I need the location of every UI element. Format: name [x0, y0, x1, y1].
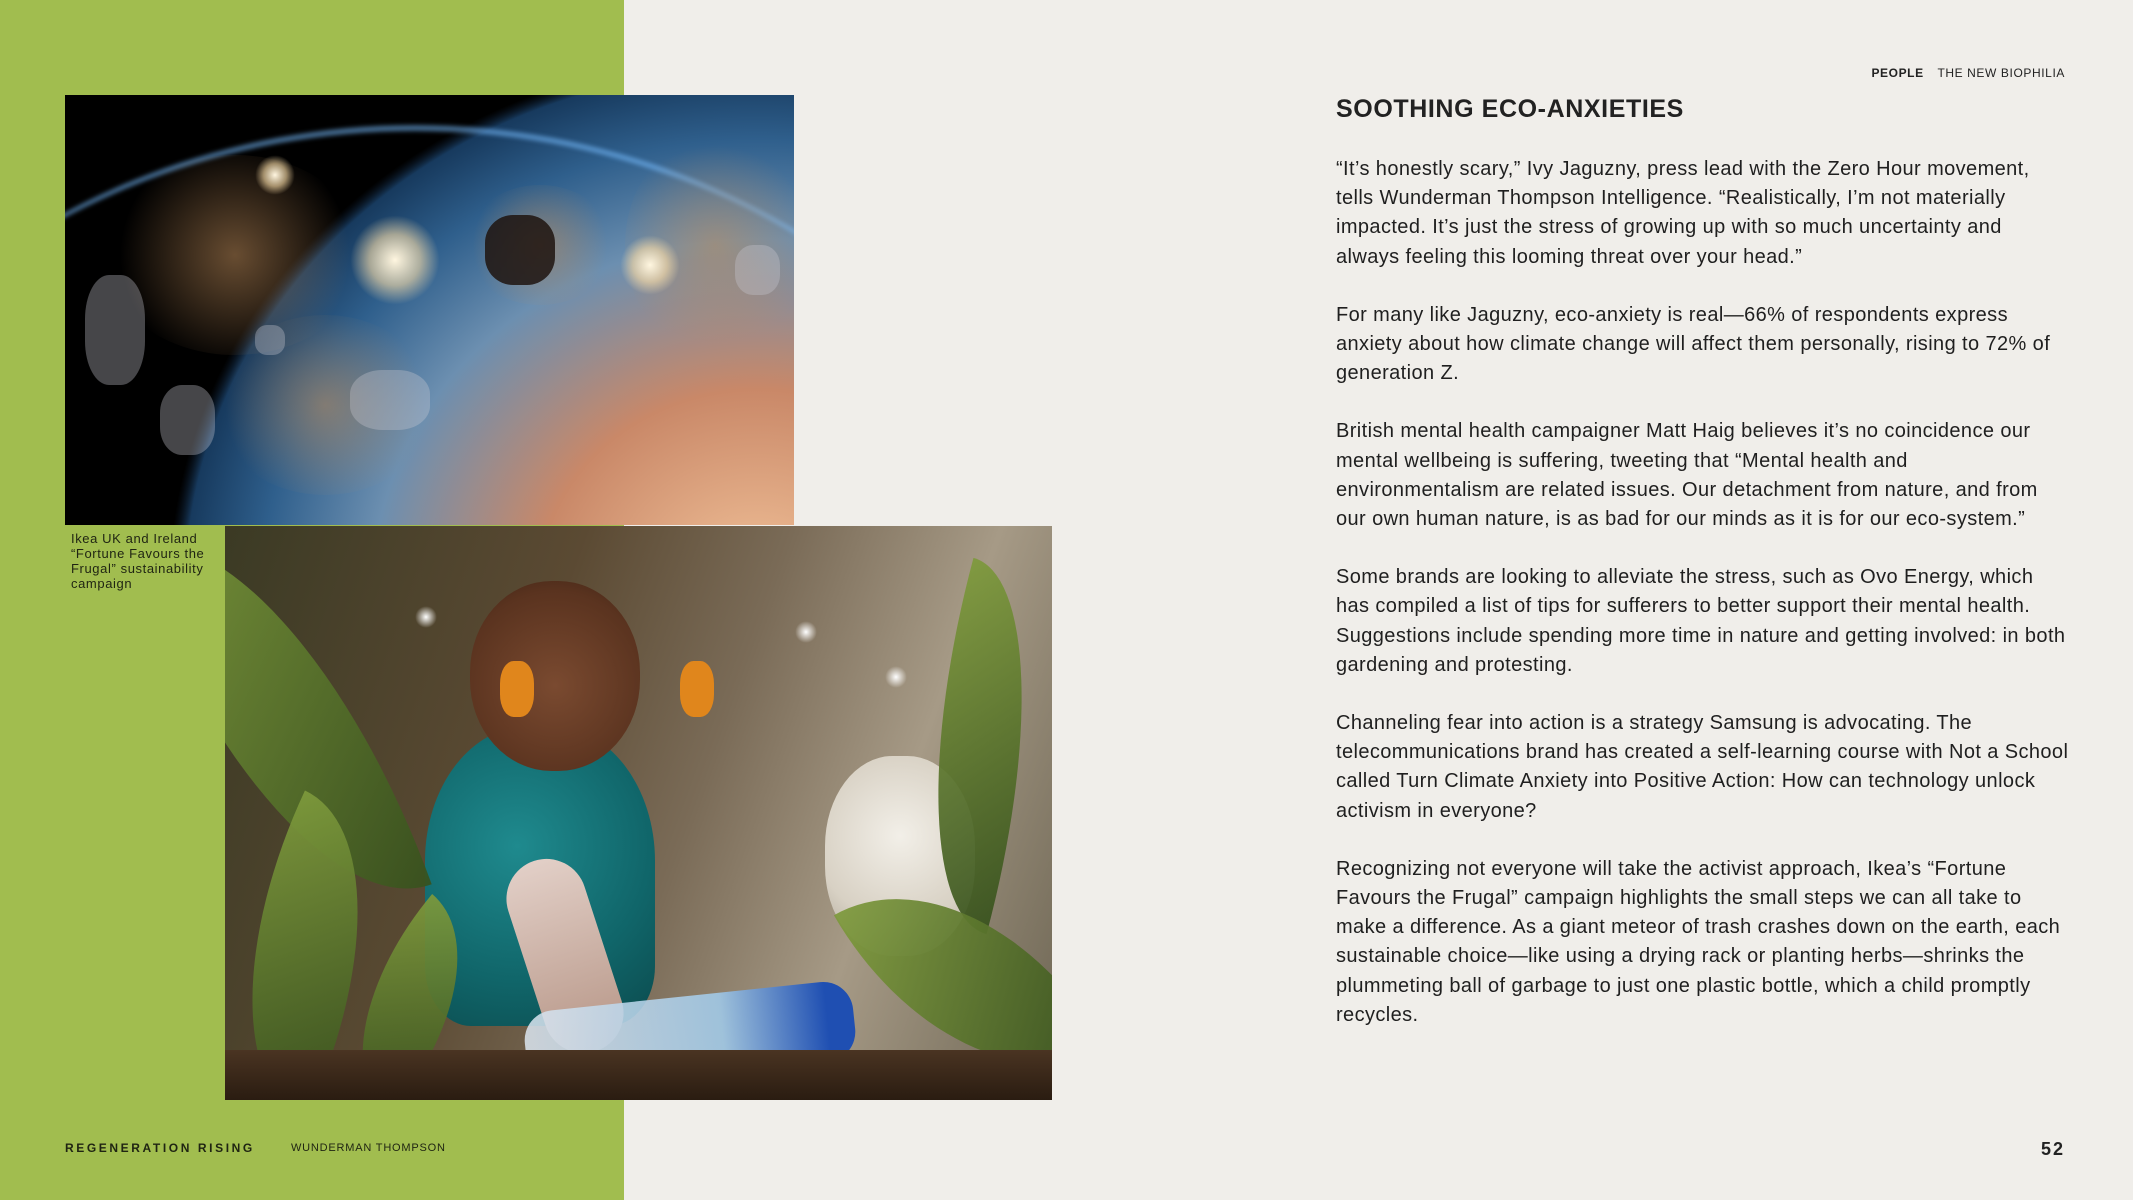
- article-paragraph: Recognizing not everyone will take the activist approach, Ikea’s “Fortune Favours the Frugal” campaign highlights the small steps we can all take to make a difference. As a giant meteor of trash crashes down on the earth, each sustainable choice—like using a drying rack or planting herbs—shrinks the plummeting ball of garbage to just one plastic bottle, which a child promptly recycles.: [1336, 857, 2061, 1026]
- footer-organization: WUNDERMAN THOMPSON: [291, 1142, 446, 1154]
- debris-fragment: [350, 370, 430, 430]
- debris-fragment: [85, 275, 145, 385]
- caption-line: campaign: [71, 576, 133, 591]
- child-recycling-image: [225, 526, 1052, 1100]
- article-body: [1336, 155, 2071, 1059]
- earth-space-debris-image: [65, 95, 794, 525]
- debris-fragment: [485, 215, 555, 285]
- article-paragraph: Channeling fear into action is a strategy Samsung is advocating. The telecommunications brand has created a self-learning course with Not a School called Turn Climate Anxiety into Positive Action: How can technology unlock activism in everyone?: [1336, 712, 2069, 822]
- headphone-right-icon: [680, 661, 714, 717]
- page-number: 52: [2040, 1139, 2065, 1159]
- girl-figure-head: [470, 581, 640, 771]
- background-lamp: [415, 606, 437, 628]
- sparkle-highlight: [255, 155, 295, 195]
- caption-line: Ikea UK and Ireland: [71, 531, 198, 546]
- background-lamp: [885, 666, 907, 688]
- footer-brand: REGENERATION RISING: [65, 1141, 255, 1155]
- header-subsection: THE NEW BIOPHILIA: [1937, 66, 2065, 80]
- running-header: [1871, 66, 2065, 80]
- debris-fragment: [735, 245, 780, 295]
- caption-line: “Fortune Favours the: [71, 546, 205, 561]
- article-paragraph: British mental health campaigner Matt Haig believes it’s no coincidence our mental wellbeing is suffering, tweeting that “Mental health and environmentalism are related issues. Our detachment from nature, and from our own human nature, is as bad for our minds as it is for our eco-system.”: [1336, 420, 2038, 531]
- article-paragraph: Some brands are looking to alleviate the stress, such as Ovo Energy, which has compiled a list of tips for sufferers to better support their mental health. Suggestions include spending more time in nature and getting involved: in both gardening and protesting.: [1336, 566, 2066, 676]
- background-lamp: [795, 621, 817, 643]
- caption-line: Frugal” sustainability: [71, 561, 204, 576]
- headphone-left-icon: [500, 661, 534, 717]
- debris-fragment: [160, 385, 215, 455]
- wooden-shelf: [225, 1050, 1052, 1100]
- article-title: SOOTHING ECO-ANXIETIES: [1336, 95, 1684, 123]
- sparkle-highlight: [350, 215, 440, 305]
- article-paragraph: For many like Jaguzny, eco-anxiety is real—66% of respondents express anxiety about how climate change will affect them personally, rising to 72% of generation Z.: [1336, 303, 2051, 385]
- sparkle-highlight: [620, 235, 680, 295]
- article-paragraph: “It’s honestly scary,” Ivy Jaguzny, press lead with the Zero Hour movement, tells Wunderman Thompson Intelligence. “Realistically, I’m not materially impacted. It’s just the stress of growing up with so much uncertainty and always feeling this looming threat over your head.”: [1336, 158, 2030, 268]
- header-section: PEOPLE: [1871, 66, 1924, 80]
- debris-fragment: [255, 325, 285, 355]
- image-caption: [71, 531, 221, 591]
